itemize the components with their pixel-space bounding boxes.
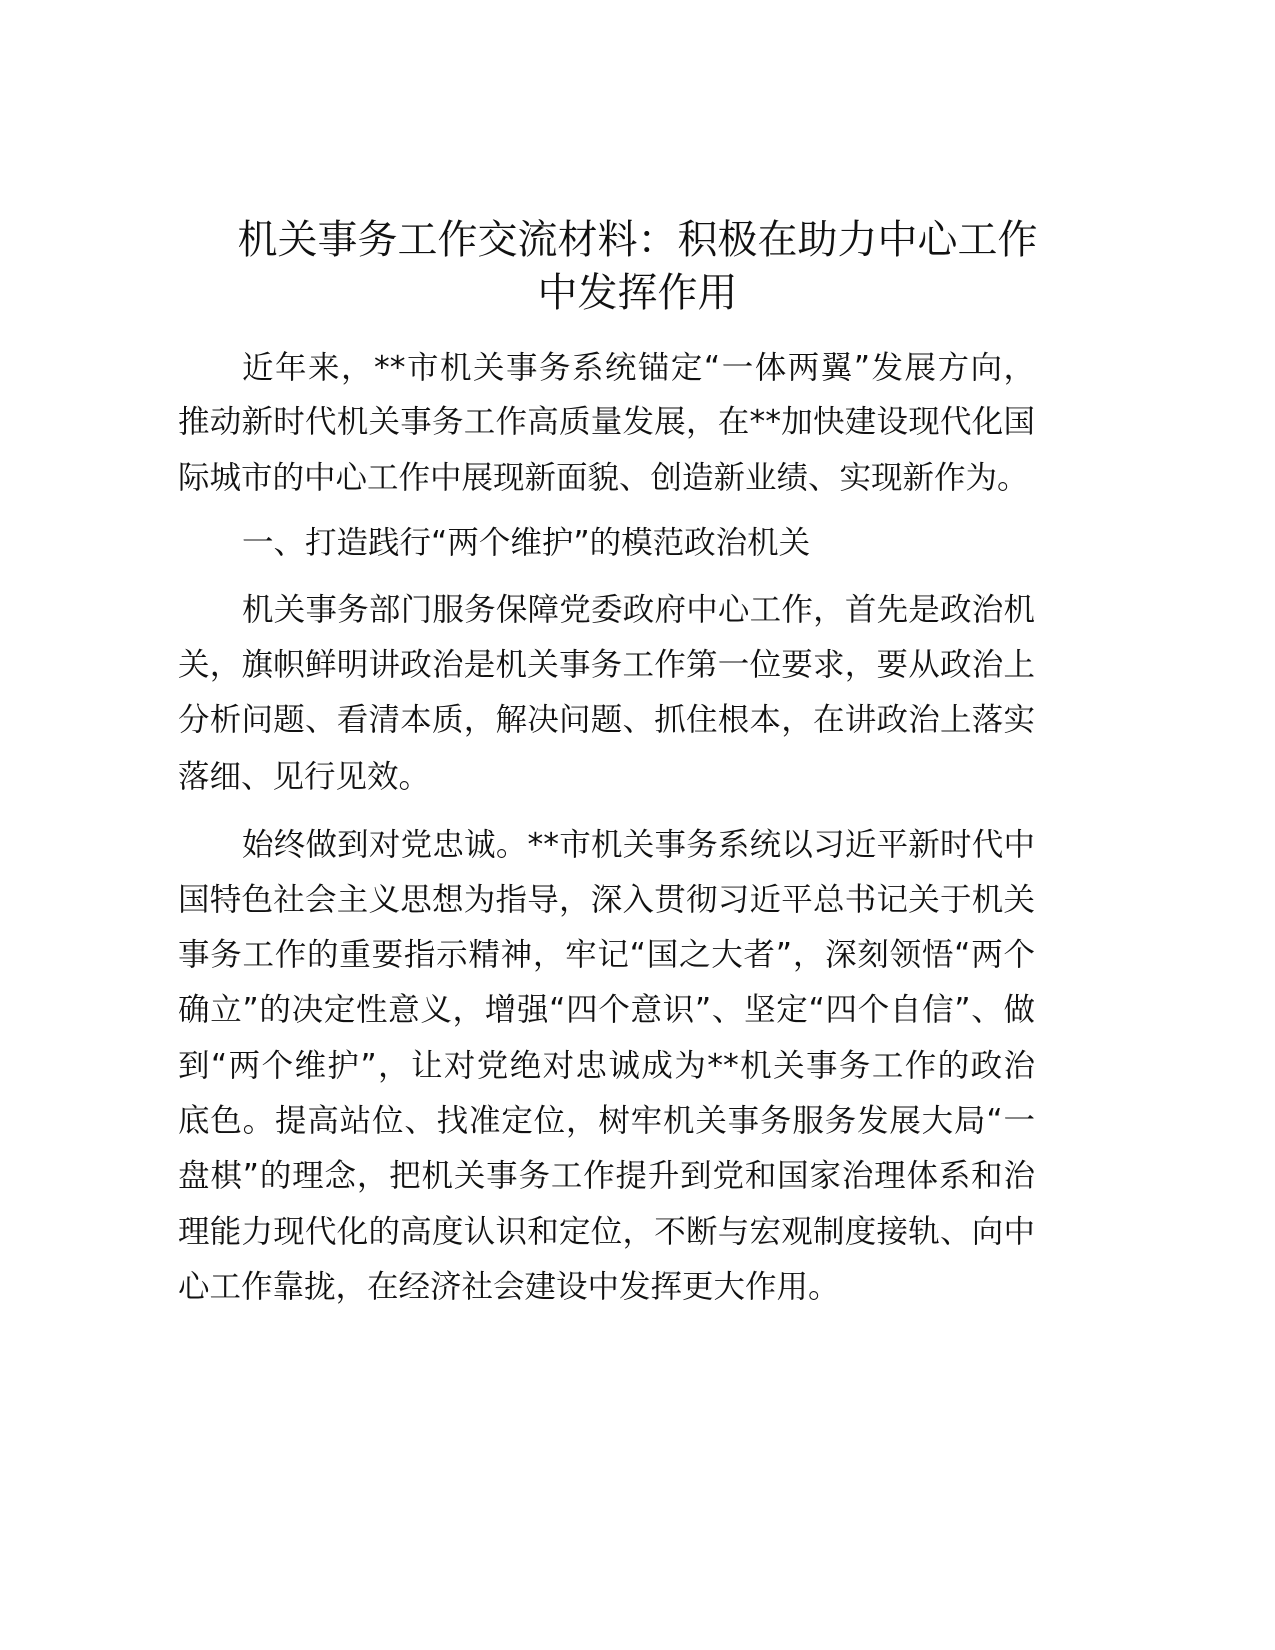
paragraph-line: 机关事务部门服务保障党委政府中心工作，首先是政治机 [242, 592, 1035, 628]
paragraph-line: 事务工作的重要指示精神，牢记“国之大者”，深刻领悟“两个 [178, 937, 1035, 973]
document-title-line-2: 中发挥作用 [537, 270, 738, 316]
paragraph-line: 到“两个维护”，让对党绝对忠诚成为**机关事务工作的政治 [178, 1048, 1035, 1084]
paragraph-line: 理能力现代化的高度认识和定位，不断与宏观制度接轨、向中 [178, 1214, 1035, 1250]
paragraph-line: 际城市的中心工作中展现新面貌、创造新业绩、实现新作为。 [178, 460, 1029, 496]
paragraph-line: 落细、见行见效。 [178, 759, 431, 795]
paragraph-line: 底色。提高站位、找准定位，树牢机关事务服务发展大局“一 [178, 1103, 1035, 1139]
section-heading: 一、打造践行“两个维护”的模范政治机关 [242, 525, 811, 561]
paragraph-line: 推动新时代机关事务工作高质量发展，在**加快建设现代化国 [178, 404, 1035, 440]
paragraph-line: 盘棋”的理念，把机关事务工作提升到党和国家治理体系和治 [178, 1158, 1035, 1194]
paragraph-line: 分析问题、看清本质，解决问题、抓住根本，在讲政治上落实 [178, 702, 1035, 738]
paragraph-line: 近年来，**市机关事务系统锚定“一体两翼”发展方向， [242, 350, 1035, 386]
paragraph-line: 始终做到对党忠诚。**市机关事务系统以习近平新时代中 [242, 827, 1035, 863]
paragraph-line: 关，旗帜鲜明讲政治是机关事务工作第一位要求，要从政治上 [178, 647, 1035, 683]
document-title-line-1: 机关事务工作交流材料：积极在助力中心工作 [237, 217, 1038, 263]
paragraph-line: 国特色社会主义思想为指导，深入贯彻习近平总书记关于机关 [178, 882, 1035, 918]
paragraph-line: 确立”的决定性意义，增强“四个意识”、坚定“四个自信”、做 [178, 992, 1035, 1028]
paragraph-line: 心工作靠拢，在经济社会建设中发挥更大作用。 [178, 1269, 840, 1305]
